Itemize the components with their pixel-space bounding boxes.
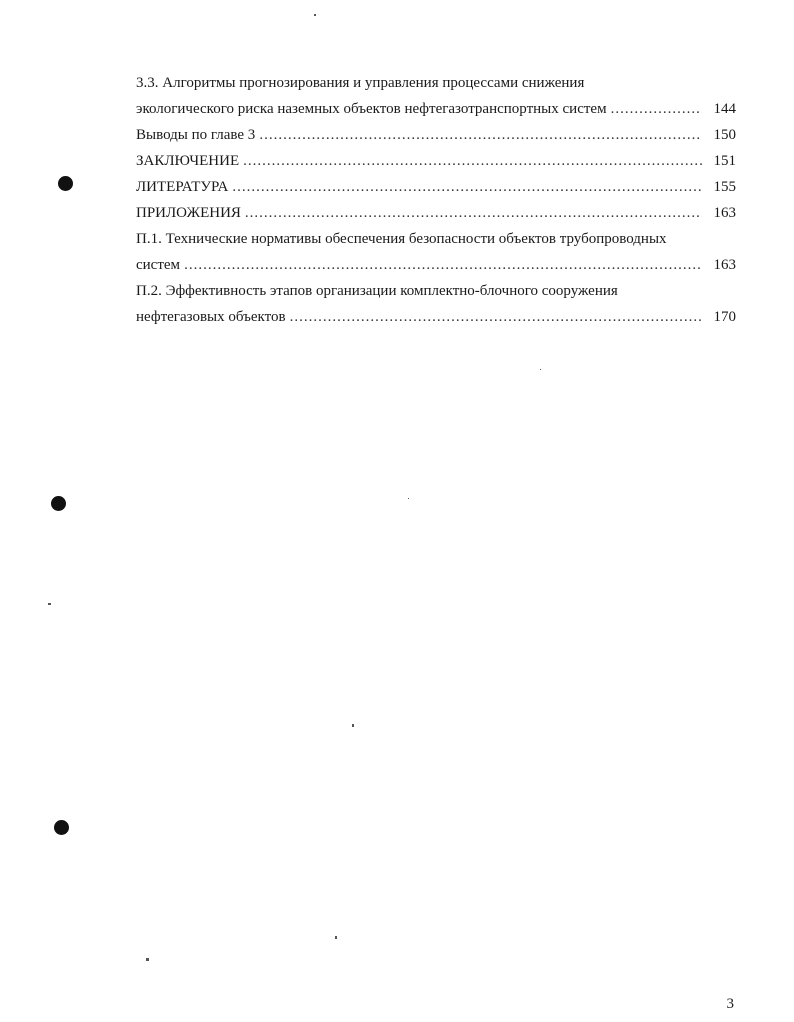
toc-entry-3-3 (136, 70, 736, 122)
scan-speck (314, 14, 316, 16)
punch-hole (51, 496, 66, 511)
toc-leader-dots (290, 304, 702, 330)
toc-entry-text: экологического риска наземных объектов нефтегазотранспортных систем (136, 101, 607, 117)
toc-entry-title-line: 3.3. Алгоритмы прогнозирования и управления процессами снижения (136, 75, 585, 91)
scan-speck (540, 369, 541, 370)
toc-entry-page: 163 (713, 257, 736, 273)
toc-entry-appendices (136, 200, 736, 226)
scan-speck (352, 724, 354, 727)
toc-entry-conclusions-ch3 (136, 122, 736, 148)
toc-entry-title-line: П.2. Эффективность этапов организации комплектно-блочного сооружения (136, 283, 618, 299)
toc-leader-dots (184, 252, 702, 278)
toc-entry-text: ЛИТЕРАТУРА (136, 179, 229, 195)
toc-entry-page: 144 (713, 101, 736, 117)
scan-speck (146, 958, 149, 961)
toc-entry-text: нефтегазовых объектов (136, 309, 286, 325)
toc-leader-dots (245, 200, 702, 226)
toc-entry-text: ЗАКЛЮЧЕНИЕ (136, 153, 240, 169)
toc-leader-dots (243, 148, 702, 174)
toc-entry-page: 150 (713, 127, 736, 143)
toc-entry-page: 151 (713, 153, 736, 169)
toc-entry-title-line: П.1. Технические нормативы обеспечения безопасности объектов трубопроводных (136, 231, 667, 247)
page-number: 3 (726, 996, 734, 1012)
toc-entry-literature (136, 174, 736, 200)
toc-entry-page: 170 (713, 309, 736, 325)
toc-entry-text: Выводы по главе 3 (136, 127, 256, 143)
toc-entry-text: систем (136, 257, 181, 273)
toc-leader-dots (232, 174, 702, 200)
table-of-contents (136, 70, 736, 330)
punch-hole (58, 176, 73, 191)
scan-speck (335, 936, 337, 939)
toc-entry-page: 163 (713, 205, 736, 221)
toc-entry-p2 (136, 278, 736, 330)
toc-entry-p1 (136, 226, 736, 278)
toc-entry-text: ПРИЛОЖЕНИЯ (136, 205, 241, 221)
toc-entry-page: 155 (713, 179, 736, 195)
toc-leader-dots (611, 96, 702, 122)
toc-leader-dots (259, 122, 702, 148)
punch-hole (54, 820, 69, 835)
scan-speck (48, 603, 51, 605)
toc-entry-conclusion (136, 148, 736, 174)
scan-speck (408, 498, 409, 499)
